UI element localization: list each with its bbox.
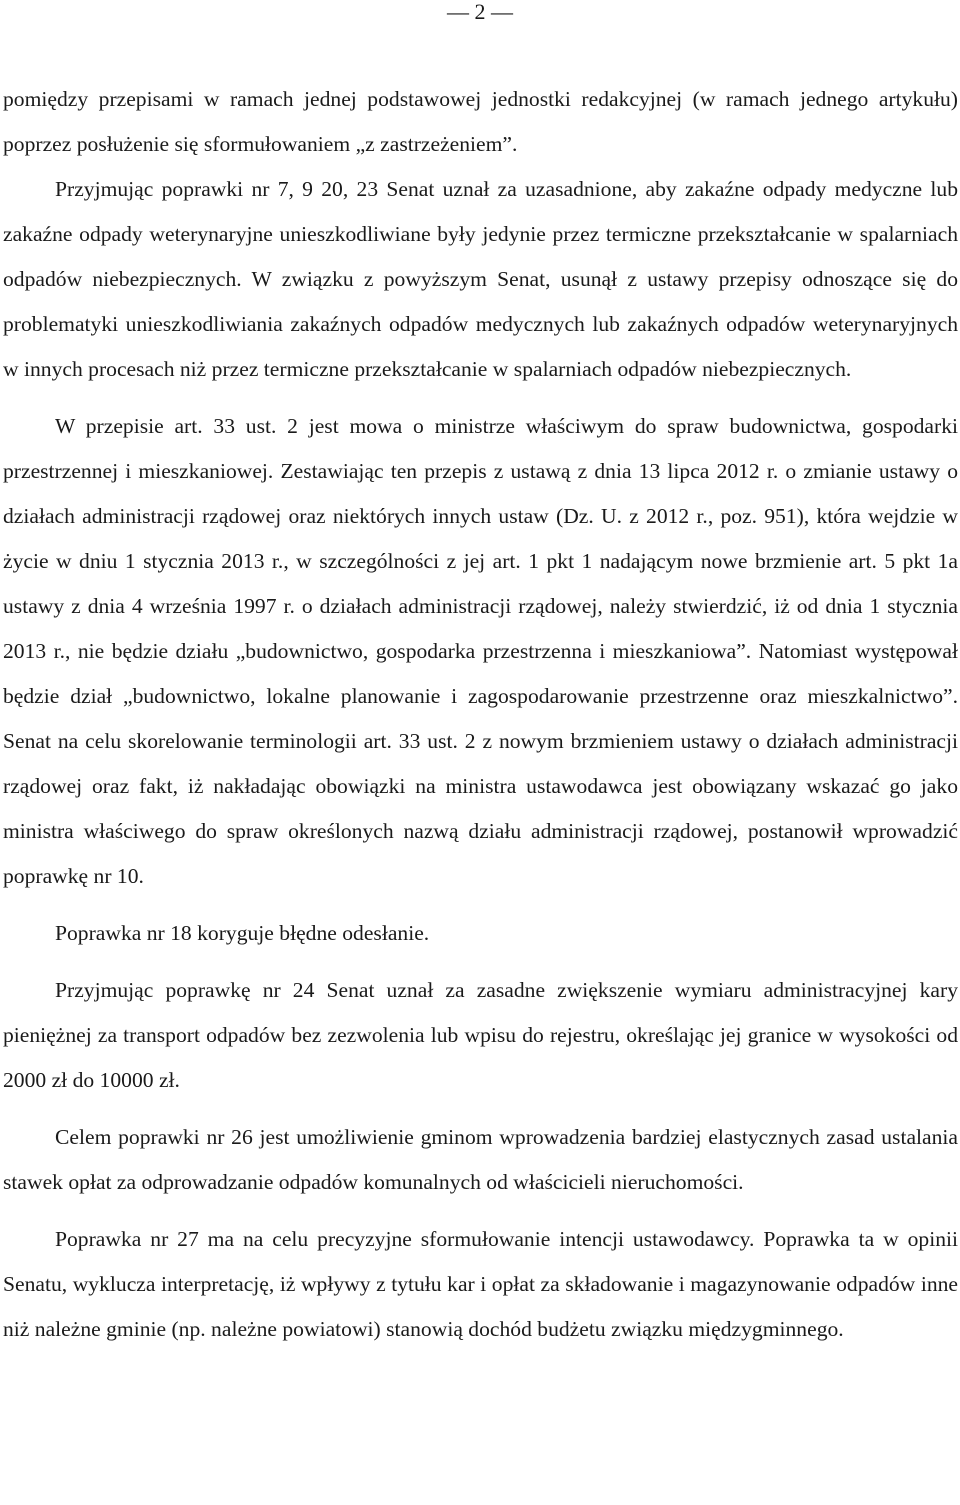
- document-body: [3, 77, 958, 1352]
- paragraph-amendment-27: Poprawka nr 27 ma na celu precyzyjne sformułowanie intencji ustawodawcy. Poprawka ta w opinii Senatu, wyklucza interpretację, iż wpływy z tytułu kar i opłat za składowanie i magazynowanie odpadów inne niż należne gminie (np. należne powiatowi) stanowią dochód budżetu związku międzygminnego.: [3, 1227, 958, 1341]
- paragraph-amendment-18: Poprawka nr 18 koryguje błędne odesłanie.: [55, 921, 430, 945]
- page-number: — 2 —: [447, 0, 513, 24]
- paragraph-amendment-24: Przyjmując poprawkę nr 24 Senat uznał za zasadne zwiększenie wymiaru administracyjnej kary pieniężnej za transport odpadów bez zezwolenia lub wpisu do rejestru, określając jej granice w wysokości od 2000 zł do 10000 zł.: [3, 978, 958, 1092]
- paragraph-amendment-26: Celem poprawki nr 26 jest umożliwienie gminom wprowadzenia bardziej elastycznych zasad ustalania stawek opłat za odprowadzanie odpadów komunalnych od właścicieli nieruchomości.: [3, 1125, 958, 1194]
- paragraph-art-33: W przepisie art. 33 ust. 2 jest mowa o ministrze właściwym do spraw budownictwa, gospodarki przestrzennej i mieszkaniowej. Zestawiając ten przepis z ustawą z dnia 13 lipca 2012 r. o zmianie ustawy o działach administracji rządowej oraz niektórych innych ustaw (Dz. U. z 2012 r., poz. 951), która wejdzie w życie w dniu 1 stycznia 2013 r., w szczególności z jej art. 1 pkt 1 nadającym nowe brzmienie art. 5 pkt 1a ustawy z dnia 4 września 1997 r. o działach administracji rządowej, należy stwierdzić, iż od dnia 1 stycznia 2013 r., nie będzie działu „budownictwo, gospodarka przestrzenna i mieszkaniowa”. Natomiast występował będzie dział „budownictwo, lokalne planowanie i zagospodarowanie przestrzenne oraz mieszkalnictwo”. Senat na celu skorelowanie terminologii art. 33 ust. 2 z nowym brzmieniem ustawy o działach administracji rządowej oraz fakt, iż nakładając obowiązki na ministra ustawodawca jest obowiązany wskazać go jako ministra właściwego do spraw określonych nazwą działu administracji rządowej, postanowił wprowadzić poprawkę nr 10.: [3, 414, 958, 888]
- paragraph-amendments-7-9-20-23: Przyjmując poprawki nr 7, 9 20, 23 Senat uznał za uzasadnione, aby zakaźne odpady medyczne lub zakaźne odpady weterynaryjne unieszkodliwiane były jedynie przez termiczne przekształcanie w spalarniach odpadów niebezpiecznych. W związku z powyższym Senat, usunął z ustawy przepisy odnoszące się do problematyki unieszkodliwiania zakaźnych odpadów medycznych lub zakaźnych odpadów weterynaryjnych w innych procesach niż przez termiczne przekształcanie w spalarniach odpadów niebezpiecznych.: [3, 177, 958, 381]
- paragraph-continuation: pomiędzy przepisami w ramach jednej podstawowej jednostki redakcyjnej (w ramach jednego artykułu) poprzez posłużenie się sformułowaniem „z zastrzeżeniem”.: [3, 87, 958, 156]
